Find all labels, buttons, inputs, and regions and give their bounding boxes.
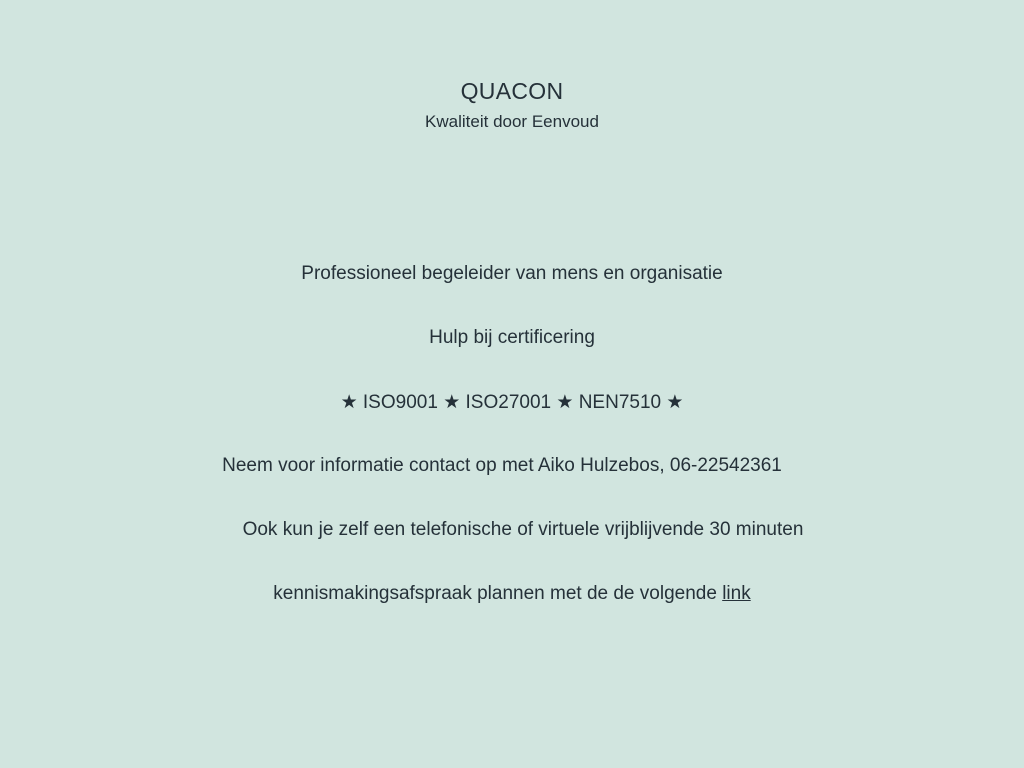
- appointment-link[interactable]: link: [722, 583, 751, 604]
- star-icon: ★: [556, 391, 574, 413]
- intro-line: Professioneel begeleider van mens en organisatie: [301, 263, 723, 284]
- star-icon: ★: [340, 391, 358, 413]
- star-icon: ★: [666, 391, 684, 413]
- appointment-text-1: Ook kun je zelf een telefonische of virtuele vrijblijvende 30 minuten: [242, 519, 804, 540]
- certification-iso9001: ISO9001: [362, 392, 438, 413]
- appointment-text-2: kennismakingsafspraak plannen met de de volgende: [273, 583, 723, 604]
- appointment-line-1: [0, 518, 1024, 542]
- contact-line: Neem voor informatie contact op met Aiko Hulzebos, 06-22542361: [222, 455, 782, 476]
- site-tagline: Kwaliteit door Eenvoud: [425, 112, 599, 131]
- certification-iso27001: ISO27001: [465, 392, 552, 413]
- appointment-line-2: [0, 582, 1024, 606]
- site-header: [0, 76, 1024, 133]
- certification-nen7510: NEN7510: [578, 392, 662, 413]
- site-title: QUACON: [460, 78, 564, 104]
- certification-help-line: Hulp bij certificering: [429, 327, 595, 348]
- certifications-line: [0, 390, 1024, 415]
- star-icon: ★: [443, 391, 461, 413]
